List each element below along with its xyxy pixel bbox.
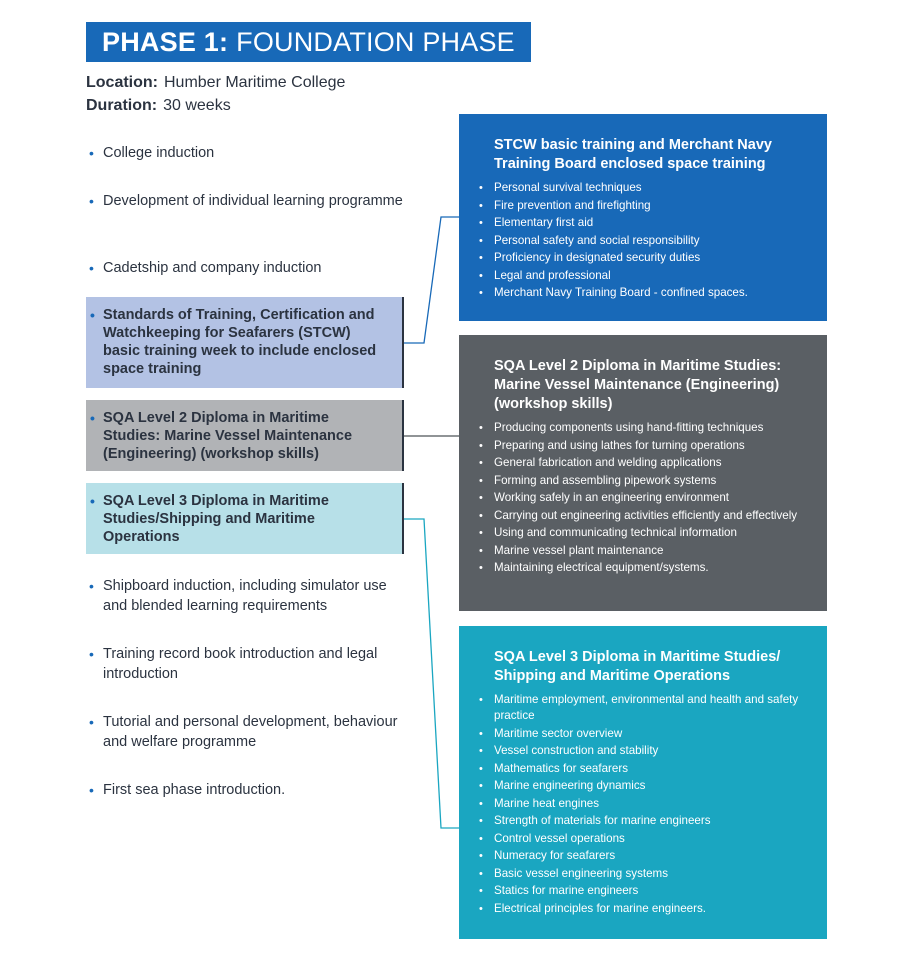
bullet-icon: •: [89, 260, 94, 276]
list-item: • Maritime sector overview: [479, 726, 623, 740]
bullet-icon: •: [479, 234, 483, 247]
bullet-icon: •: [479, 780, 483, 792]
stcw-panel-title: STCW basic training and Merchant Navy Training Board enclosed space training: [494, 137, 772, 172]
list-item: • Elementary first aid: [479, 216, 594, 229]
list-item: • Proficiency in designated security duties: [479, 251, 701, 264]
list-item: • Using and communicating technical information: [479, 526, 737, 539]
list-item: • Strength of materials for marine engineers: [479, 814, 711, 827]
bullet-icon: •: [479, 287, 483, 299]
location-value: Humber Maritime College: [164, 74, 346, 91]
list-item: • College induction: [89, 145, 215, 161]
bullet-icon: •: [89, 646, 94, 662]
list-item: • Shipboard induction, including simulator use and blended learning requirements: [89, 578, 387, 614]
connector-level3: [404, 519, 459, 828]
list-item: • Carrying out engineering activities efficiently and effectively: [479, 508, 798, 522]
bullet-icon: •: [479, 269, 483, 282]
list-item: • Legal and professional: [479, 268, 611, 282]
bullet-icon: •: [479, 850, 483, 862]
bullet-icon: •: [479, 562, 483, 574]
list-item: • Preparing and using lathes for turning operations: [479, 438, 745, 452]
bullet-icon: •: [479, 439, 483, 452]
bullet-icon: •: [90, 307, 95, 323]
bullet-icon: •: [479, 509, 483, 522]
level2-panel-title: SQA Level 2 Diploma in Maritime Studies: Marine Vessel Maintenance (Engineering) (workshop skills): [494, 358, 782, 412]
level2-highlight-box: • SQA Level 2 Diploma in Maritime Studies: Marine Vessel Maintenance (Engineering) (workshop skills): [86, 400, 404, 471]
level2-panel-list: [479, 420, 809, 576]
bullet-icon: •: [479, 902, 483, 915]
bullet-icon: •: [479, 457, 483, 469]
list-item: • Marine heat engines: [479, 796, 600, 810]
bullet-icon: •: [479, 832, 483, 845]
list-item: • Marine vessel plant maintenance: [479, 543, 664, 557]
location-label: Location:: [86, 74, 158, 91]
list-item: • Cadetship and company induction: [89, 260, 322, 276]
list-item: • Maritime employment, environmental and health and safety practice: [479, 693, 799, 722]
bullet-icon: •: [479, 199, 483, 212]
list-item: • Fire prevention and firefighting: [479, 198, 651, 212]
bullet-icon: •: [90, 493, 95, 509]
bullet-icon: •: [479, 527, 483, 539]
bullet-icon: •: [479, 797, 483, 810]
bullet-icon: •: [479, 544, 483, 557]
bullet-icon: •: [479, 745, 483, 757]
stcw-panel-list: [479, 180, 809, 301]
list-item: • Vessel construction and stability: [479, 744, 659, 757]
level3-highlight-box: • SQA Level 3 Diploma in Maritime Studies/Shipping and Maritime Operations: [86, 483, 404, 554]
list-item: • Working safely in an engineering environment: [479, 491, 730, 504]
connector-stcw: [404, 217, 459, 343]
list-item: • Numeracy for seafarers: [479, 849, 616, 862]
list-item: • Marine engineering dynamics: [479, 779, 646, 792]
list-item: • Maintaining electrical equipment/systems.: [479, 561, 709, 574]
bullet-icon: •: [89, 578, 94, 594]
list-item: • Statics for marine engineers: [479, 884, 639, 897]
stcw-panel: [459, 114, 827, 321]
bullet-icon: •: [89, 782, 94, 798]
list-item: • Personal safety and social responsibility: [479, 233, 700, 247]
list-item: • Basic vessel engineering systems: [479, 866, 668, 880]
bullet-icon: •: [479, 252, 483, 264]
list-item: • First sea phase introduction.: [89, 782, 286, 798]
list-item: • Development of individual learning programme: [89, 193, 403, 209]
bullet-icon: •: [89, 193, 94, 209]
bullet-icon: •: [89, 145, 94, 161]
level3-panel: [459, 626, 827, 939]
list-item: • General fabrication and welding applications: [479, 456, 722, 469]
duration-value: 30 weeks: [163, 97, 231, 114]
bullet-icon: •: [479, 762, 483, 775]
phase-title-number: PHASE 1:: [102, 26, 229, 57]
level3-panel-list: [479, 692, 809, 917]
level2-panel: [459, 335, 827, 611]
list-item: • Personal survival techniques: [479, 181, 642, 194]
bullet-icon: •: [479, 694, 483, 706]
list-item: • Mathematics for seafarers: [479, 761, 629, 775]
duration-label: Duration:: [86, 97, 158, 114]
bullet-icon: •: [479, 182, 483, 194]
bullet-icon: •: [90, 410, 95, 426]
list-item: • Training record book introduction and legal introduction: [89, 646, 378, 682]
bullet-icon: •: [479, 217, 483, 229]
bullet-icon: •: [479, 474, 483, 487]
stcw-highlight-box: • Standards of Training, Certification and Watchkeeping for Seafarers (STCW) basic training week to include enclosed space training: [86, 297, 404, 388]
bullet-icon: •: [479, 885, 483, 897]
bullet-icon: •: [479, 422, 483, 434]
list-item: • Control vessel operations: [479, 831, 625, 845]
bullet-icon: •: [89, 714, 94, 730]
list-item: • Producing components using hand-fitting techniques: [479, 421, 764, 434]
list-item: • Forming and assembling pipework systems: [479, 473, 717, 487]
list-item: • Merchant Navy Training Board - confined spaces.: [479, 286, 748, 299]
phase-title-name: FOUNDATION PHASE: [236, 26, 515, 57]
bullet-icon: •: [479, 492, 483, 504]
bullet-icon: •: [479, 727, 483, 740]
bullet-icon: •: [479, 815, 483, 827]
list-item: • Tutorial and personal development, behaviour and welfare programme: [89, 714, 398, 750]
level3-panel-title: SQA Level 3 Diploma in Maritime Studies/ Shipping and Maritime Operations: [494, 649, 781, 684]
list-item: • Electrical principles for marine engineers.: [479, 901, 706, 915]
bullet-icon: •: [479, 867, 483, 880]
